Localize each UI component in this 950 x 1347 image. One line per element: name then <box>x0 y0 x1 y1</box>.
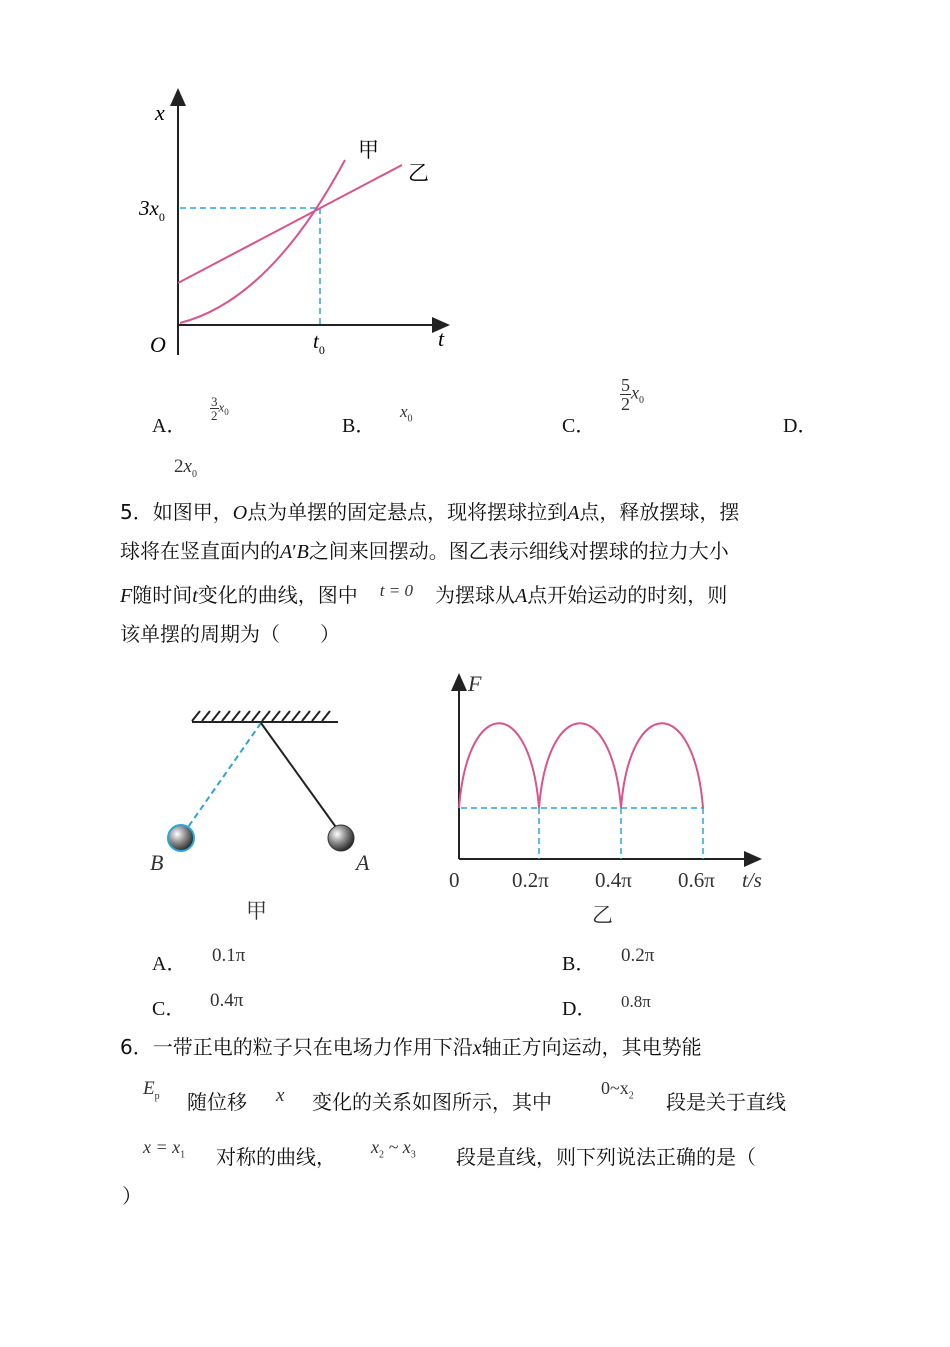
energy-symbol: $E_p$ <box>143 1078 160 1102</box>
q4-option-c-value: $\frac{5}{2}$ $x_0$ <box>621 375 644 414</box>
tick-0.6pi: 0.6π <box>678 868 715 892</box>
q6-line-3a: 对称的曲线， <box>216 1145 336 1169</box>
q5-line-2: 球将在竖直面内的A′B之间来回摆动。图乙表示细线对摆球的拉力大小 <box>120 539 729 563</box>
q5-option-c-value: 0.4π <box>210 990 244 1011</box>
q4-option-a-label[interactable]: A． <box>152 415 187 437</box>
q5-option-d-label[interactable]: D． <box>562 998 597 1020</box>
q5-option-c-label[interactable]: C． <box>152 998 186 1020</box>
t-zero-formula: t = 0 <box>379 581 413 600</box>
label-B: B <box>150 850 164 875</box>
t0-label: $t_0$ <box>313 329 325 357</box>
q5-option-a-value: 0.1π <box>212 945 246 966</box>
line-x-eq-x1: $x = x_1$ <box>143 1137 186 1161</box>
q5-option-a-label[interactable]: A． <box>152 953 187 975</box>
q5-option-d-value: 0.8π <box>621 992 651 1011</box>
time-axis-unit: t/s <box>742 868 762 892</box>
q4-option-b-value: $x_0$ <box>400 402 413 425</box>
force-time-graph <box>430 665 790 930</box>
pendulum-figure <box>140 690 390 930</box>
f-axis-label: F <box>468 671 482 696</box>
tick-0: 0 <box>449 868 460 892</box>
q4-option-c-label[interactable]: C． <box>562 415 596 437</box>
q6-line-2a: 随位移 <box>187 1090 247 1114</box>
q4-option-d-label[interactable]: D． <box>783 415 818 437</box>
origin-label: O <box>150 332 166 357</box>
t-axis-label: t <box>438 326 445 351</box>
tick-0.4pi: 0.4π <box>595 868 632 892</box>
line-yi <box>178 165 402 283</box>
y-mark-label: $3x_0$ <box>139 196 165 224</box>
caption-jia: 甲 <box>246 899 267 923</box>
q6-line-3b: 段是直线，则下列说法正确的是（ <box>456 1145 756 1169</box>
q4-option-b-label[interactable]: B． <box>342 415 376 437</box>
q6-line-4: ） <box>122 1184 142 1208</box>
q5-option-b-label[interactable]: B． <box>562 953 596 975</box>
q6-line-2c: 段是关于直线 <box>666 1090 786 1114</box>
x-axis-label: x <box>155 100 165 125</box>
curve-yi-label: 乙 <box>408 161 429 185</box>
displacement-symbol: x <box>276 1085 285 1106</box>
xt-graph <box>0 0 950 380</box>
curve-jia-label: 甲 <box>358 138 379 162</box>
q6-line-2b: 变化的关系如图所示，其中 <box>312 1090 552 1114</box>
ball-B <box>168 825 194 851</box>
string-to-A <box>261 723 338 830</box>
q5-line-4: 该单摆的周期为（ ） <box>120 622 340 646</box>
range-0-x2: $0\sim x_2$ <box>601 1078 634 1102</box>
caption-yi: 乙 <box>592 903 613 927</box>
q6-line-1: 6．一带正电的粒子只在电场力作用下沿x轴正方向运动，其电势能 <box>120 1035 702 1059</box>
force-curve <box>459 723 703 808</box>
q4-option-a-value: $\frac{3}{2}$ $x_0$ <box>211 394 229 423</box>
q5-line-1: 5．如图甲，O点为单摆的固定悬点，现将摆球拉到A点，释放摆球，摆 <box>120 500 740 524</box>
q5-option-b-value: 0.2π <box>621 945 655 966</box>
ceiling-hatch <box>192 711 330 721</box>
q5-line-3: F随时间t变化的曲线，图中 t = 0 为摆球从A点开始运动的时刻，则 <box>120 581 728 607</box>
string-to-B <box>186 723 261 830</box>
q4-option-d-value: $2x_0$ <box>174 456 197 480</box>
label-A: A <box>356 850 370 875</box>
ball-A <box>328 825 354 851</box>
tick-0.2pi: 0.2π <box>512 868 549 892</box>
range-x2-x3: $x_2$ ~ $x_3$ <box>371 1137 416 1161</box>
